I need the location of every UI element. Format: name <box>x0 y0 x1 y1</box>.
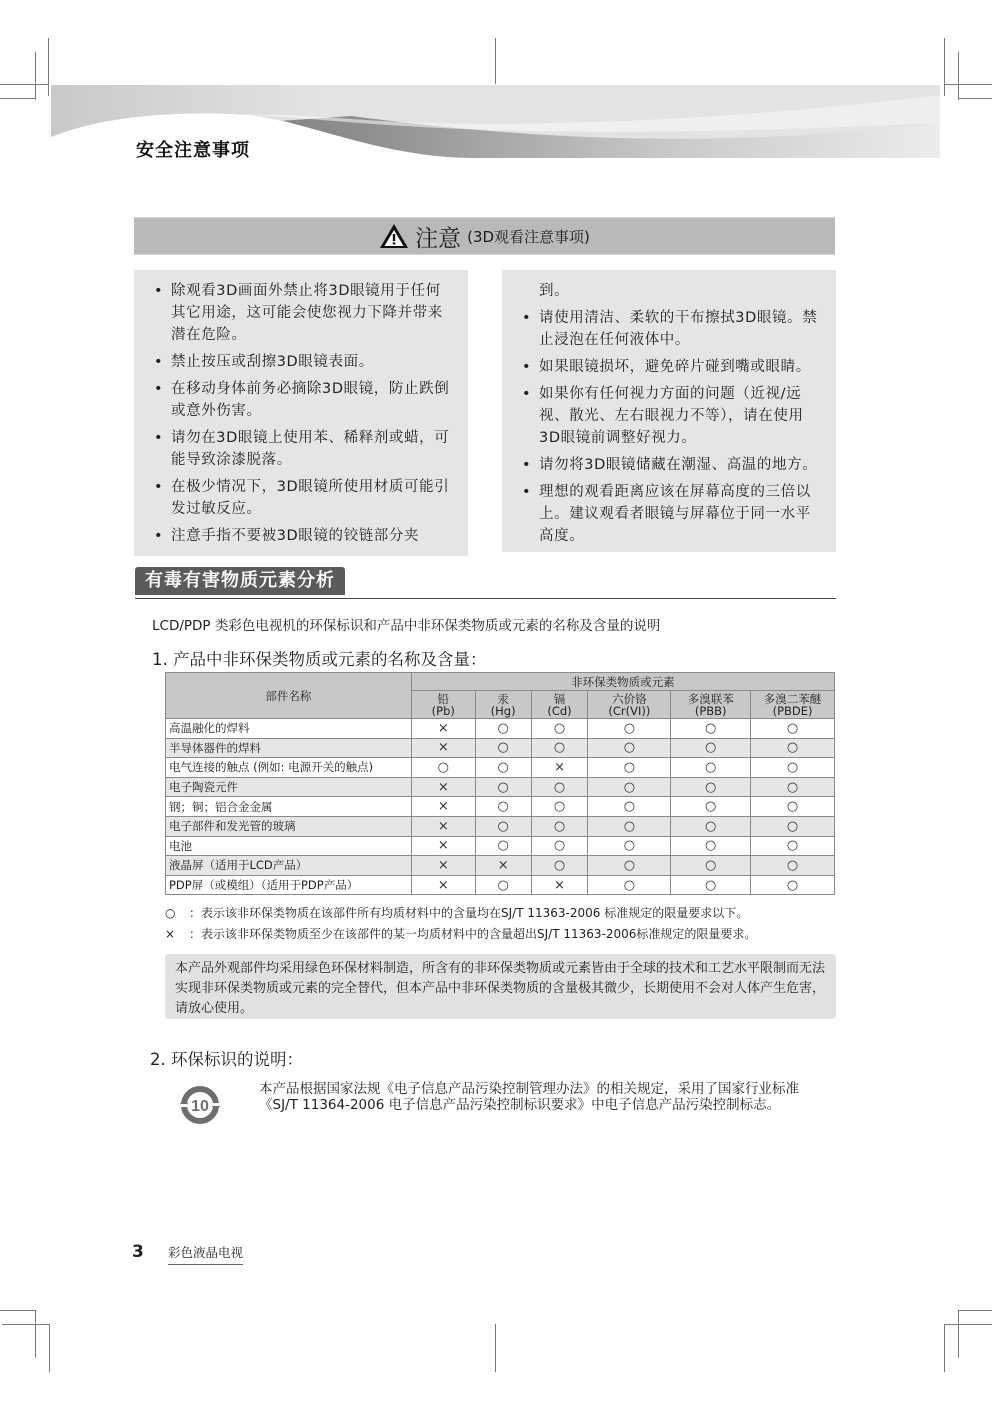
legend-row-fail: × ：表示该非环保类物质至少在该部件的某一均质材料中的含量超出SJ/T 11363-2006标准规定的限量要求。 <box>165 927 757 941</box>
substance-column-header <box>751 691 835 719</box>
crop-mark <box>495 1324 496 1372</box>
substance-symbol: (PBDE) <box>772 703 813 718</box>
caution-item: • 请勿将3D眼镜储藏在潮湿、高温的地方。 <box>516 454 822 476</box>
page-number: 3 <box>132 1242 144 1262</box>
caution-header <box>134 217 835 255</box>
crop-mark <box>944 84 992 85</box>
substance-status-cell: ○ <box>671 856 751 876</box>
substance-status-cell: ○ <box>751 836 835 856</box>
green-material-note: 本产品外观部件均采用绿色环保材料制造，所含有的非环保类物质或元素皆由于全球的技术和工艺水平限制而无法实现非环保类物质或元素的完全替代，但本产品中非环保类物质的含量极其微少，长期使用不会对人体产生危害，请放心使用。 <box>165 954 836 1019</box>
substance-status-cell: ○ <box>475 738 531 758</box>
crop-mark <box>944 38 945 96</box>
substance-status-cell: × <box>411 777 475 797</box>
part-name-cell: 半导体器件的焊料 <box>166 738 412 758</box>
bullet-icon: • <box>522 484 532 500</box>
substance-status-cell: ○ <box>475 777 531 797</box>
substance-status-cell: ○ <box>671 777 751 797</box>
substance-status-cell: × <box>531 758 588 778</box>
substance-status-cell: × <box>411 836 475 856</box>
cross-symbol: × <box>165 927 176 941</box>
part-name-cell: 电子部件和发光管的玻璃 <box>166 816 412 836</box>
substance-status-cell: ○ <box>751 719 835 739</box>
substance-status-cell: ○ <box>411 758 475 778</box>
caution-subtitle: (3D观看注意事项) <box>467 227 590 246</box>
circle-symbol: ○ <box>165 906 176 920</box>
substance-status-cell: × <box>411 719 475 739</box>
table-row <box>166 856 835 876</box>
part-name-header: 部件名称 <box>166 673 412 719</box>
substance-status-cell: ○ <box>531 738 588 758</box>
subheading-2: 2. 环保标识的说明： <box>150 1050 303 1069</box>
caution-item: • 请勿在3D眼镜上使用苯、稀释剂或蜡，可能导致涂漆脱落。 <box>148 427 454 471</box>
substance-status-cell: ○ <box>588 816 671 836</box>
substance-status-cell: ○ <box>588 875 671 895</box>
substance-name: 铅 <box>437 691 450 706</box>
hazardous-section-title: 有毒有害物质元素分析 <box>135 567 345 595</box>
caution-title: 注意 <box>415 225 462 252</box>
footer-label: 彩色液晶电视 <box>168 1243 243 1265</box>
substance-status-cell: × <box>411 856 475 876</box>
part-name-cell: 高温融化的焊料 <box>166 719 412 739</box>
substance-status-cell: ○ <box>588 719 671 739</box>
substance-status-cell: ○ <box>475 816 531 836</box>
caution-list-right <box>502 270 836 552</box>
substance-status-cell: ○ <box>751 875 835 895</box>
substance-status-cell: × <box>411 738 475 758</box>
substance-status-cell: ○ <box>751 797 835 817</box>
substance-status-cell: × <box>411 797 475 817</box>
bullet-icon: • <box>522 386 532 402</box>
substance-status-cell: ○ <box>751 856 835 876</box>
substance-column-header <box>588 691 671 719</box>
substance-name: 镉 <box>553 691 566 706</box>
substance-status-cell: ○ <box>475 875 531 895</box>
substance-group-header: 非环保类物质或元素 <box>411 673 834 691</box>
part-name-cell: 电池 <box>166 836 412 856</box>
substance-status-cell: ○ <box>751 738 835 758</box>
crop-mark <box>495 38 496 84</box>
substance-name: 多溴二苯醚 <box>763 691 822 706</box>
crop-mark <box>48 38 49 96</box>
part-name-cell: 电子陶瓷元件 <box>166 777 412 797</box>
caution-item: • 在移动身体前务必摘除3D眼镜，防止跌倒或意外伤害。 <box>148 378 454 422</box>
substance-status-cell: ○ <box>588 758 671 778</box>
environmental-protection-period-logo-icon <box>178 1085 222 1125</box>
bullet-icon: • <box>154 430 164 446</box>
part-name-cell: 电气连接的触点 (例如: 电源开关的触点) <box>166 758 412 778</box>
bullet-icon: • <box>154 479 164 495</box>
bullet-icon: • <box>154 381 164 397</box>
caution-item: • 理想的观看距离应该在屏幕高度的三倍以上。建议观看者眼镜与屏幕位于同一水平高度。 <box>516 481 822 547</box>
bullet-icon: • <box>154 354 164 370</box>
substance-status-cell: ○ <box>531 856 588 876</box>
substance-symbol: (Cr(VI)) <box>608 703 651 718</box>
substance-status-cell: × <box>531 875 588 895</box>
crop-mark <box>35 52 36 100</box>
substance-status-cell: ○ <box>671 816 751 836</box>
substance-name: 多溴联苯 <box>687 691 734 706</box>
substance-status-cell: ○ <box>751 758 835 778</box>
substance-symbol: (Pb) <box>431 703 455 718</box>
part-name-cell: 液晶屏（适用于LCD产品） <box>166 856 412 876</box>
caution-item: • 禁止按压或刮擦3D眼镜表面。 <box>148 351 454 373</box>
legend-text: 表示该非环保类物质至少在该部件的某一均质材料中的含量超出SJ/T 11363-2006标准规定的限量要求。 <box>201 927 757 941</box>
substance-status-cell: ○ <box>588 836 671 856</box>
substance-status-cell: × <box>411 816 475 836</box>
table-row <box>166 816 835 836</box>
crop-mark <box>944 1324 945 1372</box>
substance-name: 六价铬 <box>612 691 647 706</box>
substance-column-header <box>671 691 751 719</box>
crop-mark <box>958 1310 992 1311</box>
crop-mark <box>958 52 959 100</box>
substance-name: 汞 <box>497 691 509 706</box>
substance-status-cell: ○ <box>475 719 531 739</box>
table-row <box>166 738 835 758</box>
legend-text: 表示该非环保类物质在该部件所有均质材料中的含量均在SJ/T 11363-2006 标准规定的限量要求以下。 <box>201 906 749 920</box>
substance-status-cell: ○ <box>588 777 671 797</box>
crop-mark <box>0 1310 36 1311</box>
legend-row-pass: ○ ：表示该非环保类物质在该部件所有均质材料中的含量均在SJ/T 11363-2006 标准规定的限量要求以下。 <box>165 906 749 920</box>
caution-item-continuation: 到。 <box>539 283 570 299</box>
substance-status-cell: ○ <box>475 797 531 817</box>
epu-description: 本产品根据国家法规《电子信息产品污染控制管理办法》的相关规定，采用了国家行业标准《SJ/T 11364-2006 电子信息产品污染控制标识要求》中电子信息产品污染控制标志。 <box>259 1081 799 1113</box>
bullet-icon: • <box>154 528 164 544</box>
substance-status-cell: ○ <box>531 797 588 817</box>
substance-status-cell: ○ <box>531 836 588 856</box>
substance-status-cell: ○ <box>751 816 835 836</box>
substance-symbol: (PBB) <box>694 703 727 718</box>
bullet-icon: • <box>522 359 532 375</box>
warning-triangle-icon <box>379 223 409 249</box>
table-row <box>166 777 835 797</box>
substance-column-header <box>531 691 588 719</box>
table-row <box>166 797 835 817</box>
crop-mark <box>0 84 49 85</box>
part-name-cell: 钢；铜；铝合金金属 <box>166 797 412 817</box>
substance-status-cell: ○ <box>751 777 835 797</box>
crop-mark <box>35 1310 36 1358</box>
substance-status-cell: ○ <box>531 777 588 797</box>
table-row <box>166 875 835 895</box>
crop-mark <box>2 1324 50 1325</box>
substance-status-cell: ○ <box>475 758 531 778</box>
substance-status-cell: ○ <box>671 758 751 778</box>
caution-item: • 如果眼镜损坏，避免碎片碰到嘴或眼睛。 <box>516 356 822 378</box>
bullet-icon: • <box>154 283 164 299</box>
substance-status-cell: × <box>411 875 475 895</box>
svg-text:10: 10 <box>191 1098 209 1115</box>
caution-item: • 注意手指不要被3D眼镜的铰链部分夹 <box>148 525 454 547</box>
crop-mark <box>958 1310 959 1358</box>
substance-symbol: (Hg) <box>490 703 516 718</box>
substance-status-cell: ○ <box>531 719 588 739</box>
substance-status-cell: ○ <box>588 856 671 876</box>
crop-mark <box>49 1324 50 1372</box>
substance-status-cell: ○ <box>671 719 751 739</box>
substance-symbol: (Cd) <box>547 703 572 718</box>
crop-mark <box>958 98 992 99</box>
substance-status-cell: ○ <box>588 797 671 817</box>
substance-status-cell: ○ <box>671 875 751 895</box>
substance-status-cell: ○ <box>531 816 588 836</box>
intro-text: LCD/PDP 类彩色电视机的环保标识和产品中非环保类物质或元素的名称及含量的说明 <box>152 618 661 634</box>
substance-column-header <box>411 691 475 719</box>
subheading-1: 1. 产品中非环保类物质或元素的名称及含量： <box>152 650 487 669</box>
hazardous-substance-table <box>165 672 835 895</box>
section-title: 安全注意事项 <box>136 140 250 161</box>
substance-status-cell: ○ <box>588 738 671 758</box>
part-name-cell: PDP屏（或模组）（适用于PDP产品） <box>166 875 412 895</box>
caution-item: • 请使用清洁、柔软的干布擦拭3D眼镜。禁止浸泡在任何液体中。 <box>516 307 822 351</box>
section-divider <box>135 598 836 599</box>
substance-status-cell: × <box>475 856 531 876</box>
substance-status-cell: ○ <box>671 836 751 856</box>
table-row <box>166 719 835 739</box>
caution-item: • 除观看3D画面外禁止将3D眼镜用于任何其它用途，这可能会使您视力下降并带来潜在危险。 <box>148 280 454 346</box>
table-row <box>166 758 835 778</box>
table-row <box>166 836 835 856</box>
crop-mark <box>0 98 36 99</box>
substance-status-cell: ○ <box>671 797 751 817</box>
substance-status-cell: ○ <box>671 738 751 758</box>
crop-mark <box>944 1324 992 1325</box>
substance-column-header <box>475 691 531 719</box>
caution-item: • 在极少情况下，3D眼镜所使用材质可能引发过敏反应。 <box>148 476 454 520</box>
substance-status-cell: ○ <box>475 836 531 856</box>
bullet-icon: • <box>522 457 532 473</box>
bullet-icon: • <box>522 310 532 326</box>
caution-list-left <box>134 270 468 556</box>
caution-item: • 如果你有任何视力方面的问题（近视/远视、散光、左右眼视力不等），请在使用3D眼镜前调整好视力。 <box>516 383 822 449</box>
